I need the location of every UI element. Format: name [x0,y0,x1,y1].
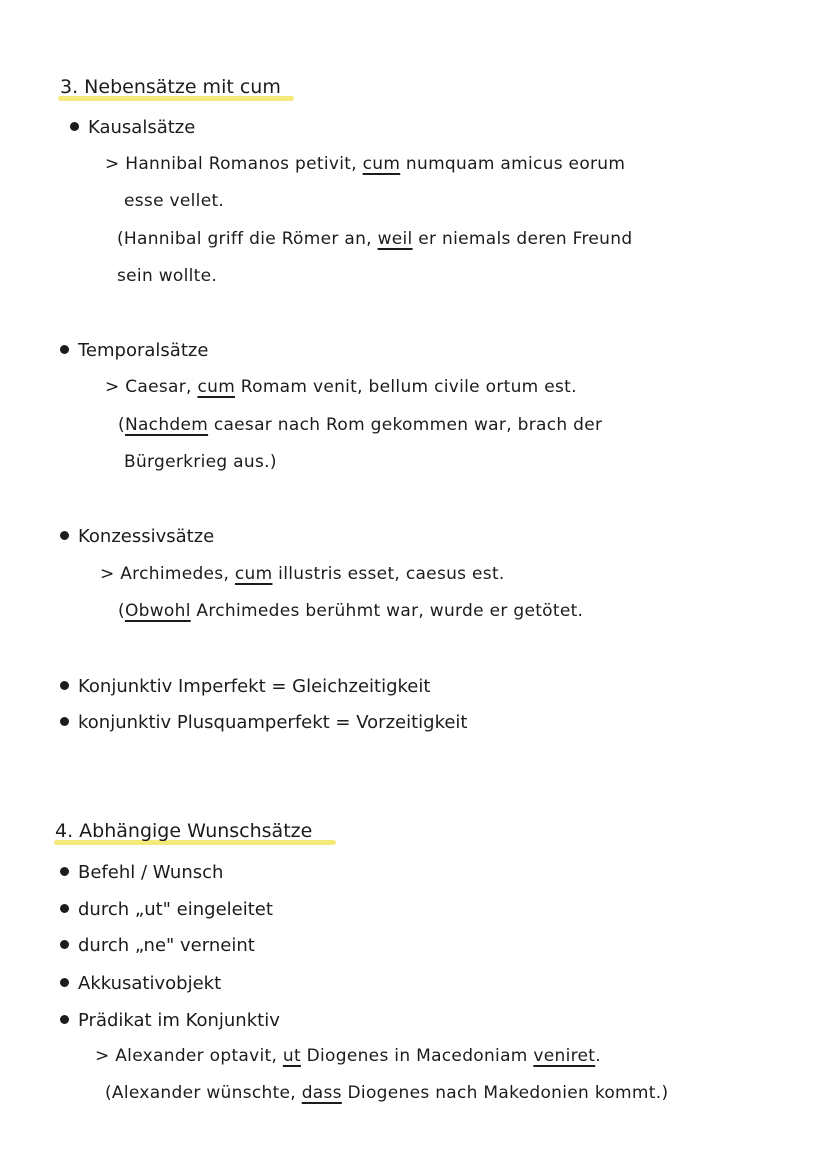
bullet-dot [60,867,69,876]
cum-keyword: cum [234,564,273,584]
bullet-text: durch „ne" verneint [78,935,255,956]
cum-keyword: cum [197,377,236,397]
conjunction-keyword: weil [377,229,413,249]
wunsch-latin-line [95,1046,601,1066]
wunsch-bullet [60,935,255,956]
latin-text: > Hannibal Romanos petivit, [105,154,363,174]
wunsch-bullet [60,862,223,883]
bullet-dot [60,717,69,726]
bullet-dot [60,345,69,354]
bullet-dot [60,1015,69,1024]
rule-item [60,676,430,697]
kausal-label: Kausalsätze [88,117,196,138]
section4-title: 4. Abhängige Wunschsätze [55,820,313,842]
bullet-dot [60,940,69,949]
latin-text: illustris esset, caesus est. [272,564,505,584]
konzessiv-bullet [60,526,214,547]
conjunction-keyword: dass [301,1083,342,1103]
temporal-bullet [60,340,208,361]
temporal-latin-line [105,377,577,397]
konzessiv-latin-line [100,564,505,584]
german-text: caesar nach Rom gekommen war, brach der [208,415,603,435]
german-text: Archimedes berühmt war, wurde er getötet. [190,601,584,621]
ut-keyword: ut [282,1046,301,1066]
wunsch-german-line [105,1083,668,1103]
kausal-latin-line [105,154,625,174]
wunsch-bullet [60,973,221,994]
verb-keyword: veniret [533,1046,596,1066]
rule-text: Konjunktiv Imperfekt = Gleichzeitigkeit [78,676,431,697]
bullet-dot [70,122,79,131]
bullet-text: Prädikat im Konjunktiv [78,1010,280,1031]
conjunction-keyword: Obwohl [124,601,191,621]
wunsch-bullet [60,899,273,920]
bullet-text: durch „ut" eingeleitet [78,899,273,920]
temporal-label: Temporalsätze [78,340,209,361]
kausal-german-cont: sein wollte. [117,266,218,286]
latin-text: > Archimedes, [100,564,235,584]
wunsch-bullet [60,1010,280,1031]
latin-text: Diogenes in Macedoniam [300,1046,534,1066]
bullet-text: Befehl / Wunsch [78,862,224,883]
german-text: (Hannibal griff die Römer an, [117,229,378,249]
kausal-bullet [70,117,195,138]
german-text: Diogenes nach Makedonien kommt.) [341,1083,669,1103]
german-text: ( [118,601,125,621]
german-text: (Alexander wünschte, [105,1083,302,1103]
kausal-german-line [117,229,632,249]
latin-text: > Alexander optavit, [95,1046,283,1066]
rule-item [60,712,468,733]
konzessiv-label: Konzessivsätze [78,526,215,547]
latin-text: Romam venit, bellum civile ortum est. [235,377,577,397]
latin-text: numquam amicus eorum [400,154,626,174]
bullet-dot [60,978,69,987]
latin-text: > Caesar, [105,377,198,397]
latin-text: . [595,1046,601,1066]
german-text: ( [118,415,125,435]
conjunction-keyword: Nachdem [124,415,209,435]
section3-title: 3. Nebensätze mit cum [60,76,281,98]
temporal-german-line [118,415,602,435]
temporal-german-cont: Bürgerkrieg aus.) [124,452,277,472]
konzessiv-german-line [118,601,583,621]
bullet-dot [60,904,69,913]
kausal-latin-cont: esse vellet. [124,191,225,211]
cum-keyword: cum [362,154,401,174]
bullet-dot [60,531,69,540]
german-text: er niemals deren Freund [412,229,633,249]
bullet-dot [60,681,69,690]
rule-text: konjunktiv Plusquamperfekt = Vorzeitigkeit [78,712,468,733]
bullet-text: Akkusativobjekt [78,973,222,994]
